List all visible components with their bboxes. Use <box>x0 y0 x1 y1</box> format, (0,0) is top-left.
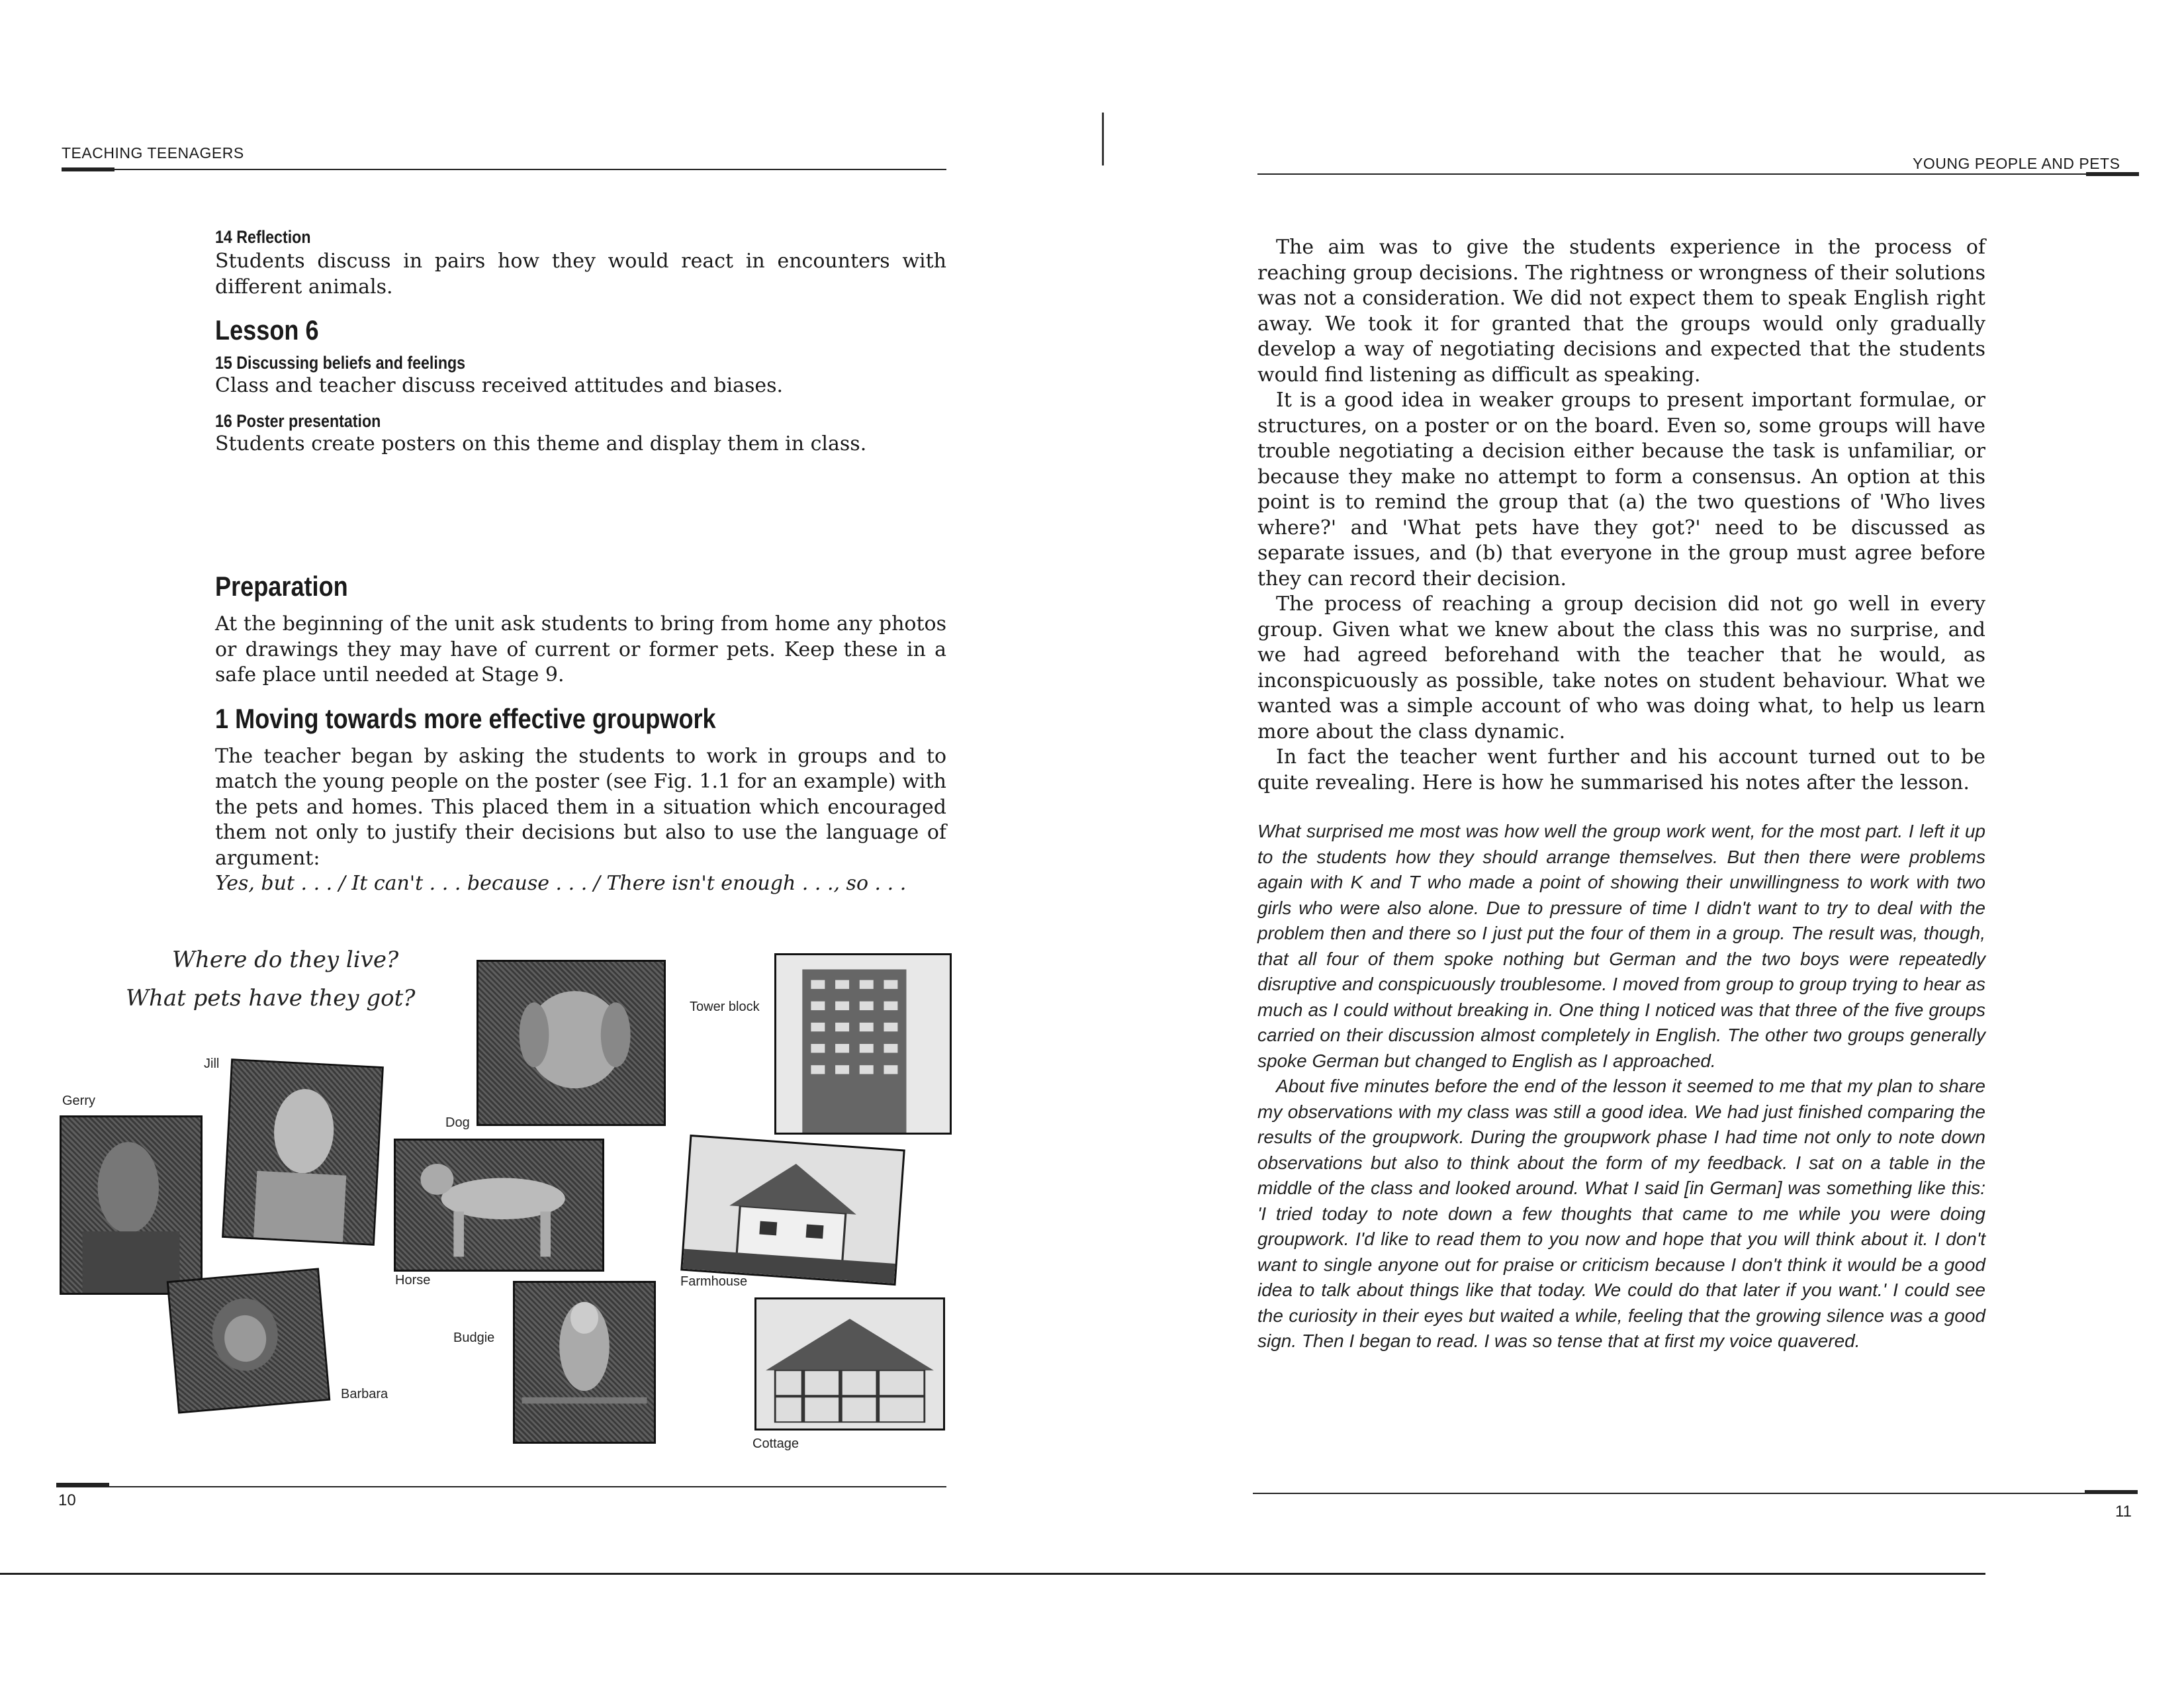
jill-label: Jill <box>204 1056 220 1071</box>
right-page-number: 11 <box>2115 1503 2132 1521</box>
right-header-rule <box>1257 173 2139 175</box>
right-paragraph-3: The process of reaching a group decision did not go well in every group. Given what we knew about the class this was no surprise, and we had agreed beforehand with the teacher that he would, as inconspicuously as possible, take notes on student behaviour. What we wanted was a simple account of who was doing what, to help us learn more about the class dynamic. <box>1257 592 1985 743</box>
right-footer-rule <box>1253 1493 2138 1494</box>
left-page-number: 10 <box>58 1491 76 1509</box>
section-1-text: The teacher began by asking the students to work in groups and to match the young people on the poster (see Fig. 1.1 for an example) with the pets and homes. This placed them in a situation which encouraged them not only to justify their decisions but also to use the language of argument: <box>215 744 946 870</box>
stage-14-heading: 14 Reflection <box>215 227 311 247</box>
poster-question-pets: What pets have they got? <box>126 985 416 1011</box>
cottage-label: Cottage <box>752 1436 799 1451</box>
right-paragraph-1: The aim was to give the students experience in the process of reaching group decisions. The rightness or wrongness of their solutions was not a consideration. We did not expect them to speak English right away. We took it for granted that the groups would only gradually develop a way of negotiating decisions and expected that the students would find listening as difficult as speaking. <box>1257 236 1985 387</box>
teacher-account-paragraph-2: About five minutes before the end of the lesson it seemed to me that my plan to share my observations with my class was still a good idea. We had just finished comparing the results of the groupwork. During the groupwork phase I had time not only to note down observations but also to think about the form of my feedback. I sat on a table in the middle of the class and looked around. What I said [in German] was something like this: 'I tried today to note down a few thoughts that came to me while you were doing groupwork. I'd like to read them to you now and hope that you will think about it. I don't want to single anyone out for praise or criticism because I don't think it would be a good idea to talk about things like that today. We could do that later if you want.' I could see the curiosity in their eyes but waited a while, feeling that the growing silence was a good sign. Then I began to read. I was so tense that at first my voice quavered. <box>1257 1076 1985 1351</box>
lesson-heading: Lesson 6 <box>215 314 319 346</box>
stage-16-text: Students create posters on this theme and display them in class. <box>215 432 867 455</box>
right-running-head: YOUNG PEOPLE AND PETS <box>1913 155 2120 172</box>
poster-question-where: Where do they live? <box>172 947 399 973</box>
farmhouse-photo <box>680 1135 905 1286</box>
right-text-column <box>1257 235 1985 796</box>
binding-edge-line <box>0 1573 1985 1575</box>
left-header-rule-accent <box>62 167 114 171</box>
budgie-photo <box>513 1281 656 1444</box>
tower-block-photo <box>774 953 952 1135</box>
dog-label: Dog <box>445 1115 470 1130</box>
barbara-label: Barbara <box>341 1387 388 1401</box>
horse-label: Horse <box>395 1273 431 1288</box>
tower-block-label: Tower block <box>690 1000 760 1014</box>
jill-photo <box>222 1058 384 1246</box>
left-running-head: TEACHING TEENAGERS <box>62 144 244 162</box>
gerry-label: Gerry <box>62 1094 95 1108</box>
right-header-rule-accent <box>2086 172 2139 176</box>
budgie-label: Budgie <box>453 1331 495 1345</box>
preparation-text: At the beginning of the unit ask students to bring from home any photos or drawings they may have of current or former pets. Keep these in a safe place until needed at Stage 9. <box>215 612 946 686</box>
right-paragraph-4: In fact the teacher went further and his account turned out to be quite revealing. Here is how he summarised his notes after the lesson. <box>1257 745 1985 794</box>
right-paragraph-2: It is a good idea in weaker groups to present important formulae, or structures, on a poster or on the board. Even so, some groups will have trouble negotiating a decision either because the task is unfamiliar, or because they make no attempt to form a consensus. An option at this point is to remind the group that (a) the two questions of 'Who lives where?' and 'What pets have they got?' need to be discussed as separate issues, and (b) that everyone in the group must agree before they can record their decision. <box>1257 389 1985 590</box>
stage-15-heading: 15 Discussing beliefs and feelings <box>215 353 466 373</box>
teacher-account <box>1257 819 1985 1354</box>
left-text-column <box>215 227 946 897</box>
farmhouse-label: Farmhouse <box>680 1274 748 1289</box>
section-1-heading: 1 Moving towards more effective groupwork <box>215 702 716 734</box>
left-header-rule <box>62 169 946 170</box>
stage-15-text: Class and teacher discuss received attitudes and biases. <box>215 374 784 397</box>
preparation-heading: Preparation <box>215 571 348 602</box>
left-footer-rule <box>56 1486 946 1487</box>
barbara-photo <box>167 1268 331 1413</box>
cottage-photo <box>754 1297 945 1430</box>
dog-photo <box>477 960 666 1126</box>
poster-figure <box>53 947 960 1463</box>
right-footer-rule-accent <box>2085 1490 2138 1494</box>
horse-photo <box>394 1139 604 1272</box>
gerry-photo <box>60 1115 203 1295</box>
left-footer-rule-accent <box>56 1483 109 1487</box>
gutter-mark <box>1102 113 1104 165</box>
teacher-account-paragraph-1: What surprised me most was how well the group work went, for the most part. I left it up to the students how they should arrange themselves. But then there were problems again with K and T who made a point of showing their unwillingness to work with two girls who were also alone. Due to pressure of time I didn't want to try to deal with the problem then and there so I just put the four of them in a group. The result was, though, that all four of them spoke nothing but German and the two boys were repeatedly disruptive and conspicuously troublesome. I moved from group to group trying to hear as much as I could without breaking in. One thing I noticed was that three of the five groups carried on their discussion almost completely in English. The other two groups generally spoke German but changed to English as I approached. <box>1257 821 1985 1071</box>
stage-16-heading: 16 Poster presentation <box>215 410 381 431</box>
stage-14-text: Students discuss in pairs how they would react in encounters with different animals. <box>215 250 946 299</box>
section-1-examples: Yes, but . . . / It can't . . . because . . . / There isn't enough . . ., so . . . <box>215 872 907 895</box>
